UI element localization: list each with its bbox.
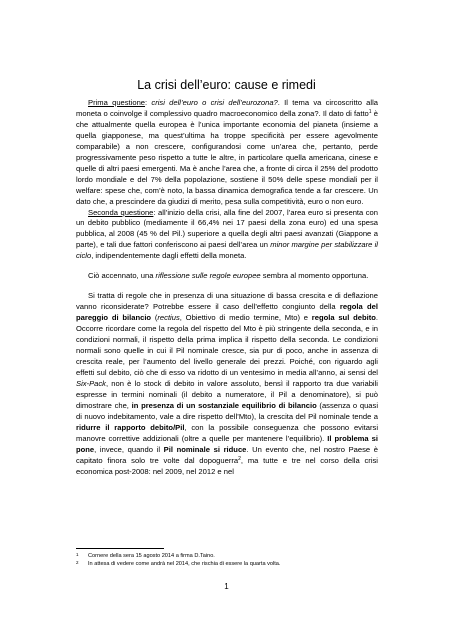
bold-text: regola del pareggio di bilancio — [76, 302, 378, 323]
footnote-number: 2 — [76, 560, 79, 565]
colon-text: : — [145, 98, 152, 107]
prima-questione-label: Prima questione — [88, 98, 146, 107]
paragraph-seconda-questione — [76, 208, 378, 263]
paragraph-text: , non è lo stock di debito in valore assoluto, bensì il rapporto tra due variabili espresse in termini nominali (il debito a numeratore, il Pil a denominatore), si può dimostrare che, — [76, 378, 378, 410]
seconda-questione-label: Seconda questione — [88, 207, 154, 217]
prima-questione-question: crisi dell’euro o crisi dell’eurozona? — [151, 98, 278, 107]
paragraph-text: Ciò accennato, una — [88, 271, 156, 281]
footnote-text: Cornere della sera 15 agosto 2014 a firma D.Taino. — [88, 553, 215, 559]
paragraph-text: , con la possibile conseguenza che possono evitarsi manovre correttive addizionali (oltre a quelle per mantenere l’equilibrio). — [76, 422, 379, 443]
paragraph-text: , Obiettivo di medio termine, Mto) e — [179, 313, 312, 323]
bold-text: Pil nominale si riduce — [163, 444, 247, 454]
document-title: La crisi dell’euro: cause e rimedi — [137, 78, 316, 92]
paragraph-text: (assenza o quasi di nuovo indebitamento, vale a dire rispetto dell’Mto), la crescita del Pil nominale tende a — [76, 400, 379, 421]
paragraph-text: . Occorre ricordare come la regola del rispetto del Mto è più stringente della seconda, e in condizioni normali, il rispetto della prima implica il rispetto della seconda. Le condizioni normali sono quelle in cui il Pil nominale cresce, sia pur di poco, anche in assenza di crescita reale, per l’aumento del livello generale dei prezzi. Poiché, con riguardo agli effetti sul debito, ciò che di esso va ridotto di un ventesimo in media all’anno, ai sensi del — [76, 313, 378, 377]
paragraph-text: . Un evento che, nel nostro Paese è capitato finora solo tre volte dal dopoguerra — [76, 444, 378, 465]
footnote-2 — [76, 561, 378, 568]
paragraph-text: . Il tema va circoscritto alla moneta o coinvolge il complessivo quadro macroeconomico della zona?. Il dato di fatto — [76, 98, 378, 118]
emphasis-text: riflessione sulle regole europee — [155, 271, 261, 281]
italic-text: rectius — [157, 313, 180, 323]
bold-text: in presenza di un sostanziale equilibrio di bilancio — [131, 400, 317, 410]
paragraph-text: , ma tutte e tre nel corso della crisi economica post-2008: nel 2009, nel 2012 e nel — [76, 455, 378, 476]
bold-text: Il problema si pone — [76, 433, 379, 454]
paragraph-text: ( — [151, 313, 158, 323]
footnote-separator — [76, 548, 164, 549]
italic-text: Six-Pack — [76, 378, 106, 388]
footnote-1 — [76, 553, 378, 560]
paragraph-regole — [76, 291, 378, 477]
bold-text: regola sul debito — [311, 313, 376, 323]
emphasis-text: minor margine per stabilizzare il ciclo — [76, 240, 378, 261]
section-questions — [76, 98, 378, 477]
paragraph-prima-questione — [76, 98, 378, 208]
paragraph-text: Si tratta di regole che in presenza di una situazione di bassa crescita e di deflazione vanno riconsiderate? Potrebbe essere il caso dell’effetto congiunto della — [76, 291, 378, 312]
footnote-number: 1 — [76, 552, 79, 557]
paragraph-text: , invece, quando il — [94, 444, 164, 454]
paragraph-text: : all’inizio della crisi, alla fine del 2007, l’area euro si presenta con un debito pubblico (mediamente il 66,4% nei 17 paesi della zona euro) ed una spesa pubblica, al 2008 (45 % del Pil.) superiore a quella degli altri paesi avanzati (Giappone a parte), e tali due fattori conferiscono ai paesi dell’area un — [76, 207, 378, 250]
paragraph-text: sembra al momento opportuna. — [260, 271, 369, 281]
bold-text: ridurre il rapporto debito/Pil — [76, 422, 185, 432]
footnote-ref-1[interactable]: 1 — [368, 108, 372, 115]
footnote-ref-2[interactable]: 2 — [238, 455, 241, 462]
page-number: 1 — [224, 582, 229, 591]
footnote-text: In attesa di vedere come andrà nel 2014, che rischia di essere la quarta volta. — [88, 561, 281, 567]
paragraph-text: , indipendentemente dagli effetti della moneta. — [91, 251, 247, 261]
paragraph-text: è che attualmente quella europea è l’unica importante economia del pianeta (insieme a quella giapponese, ma quest’ultima ha troppe specificità per essere agevolmente comparabile) a non crescere, configurandosi come un’area che, pertanto, perde progressivamente peso rispetto a tutte le altre, in particolare quella americana, cinese e quelle di altri paesi emergenti. Ma è anche l’area che, a fronte di circa il 25% del prodotto lordo mondiale e del 7% della popolazione, sostiene il 50% delle spese mondiali per il welfare: spese che, com’è noto, la bassa dinamica demografica tende a far crescere. Un dato che, a prescindere da giudizi di merito, pesa sulla competitività, euro o non euro. — [76, 108, 378, 206]
paragraph-riflessione — [76, 271, 378, 282]
